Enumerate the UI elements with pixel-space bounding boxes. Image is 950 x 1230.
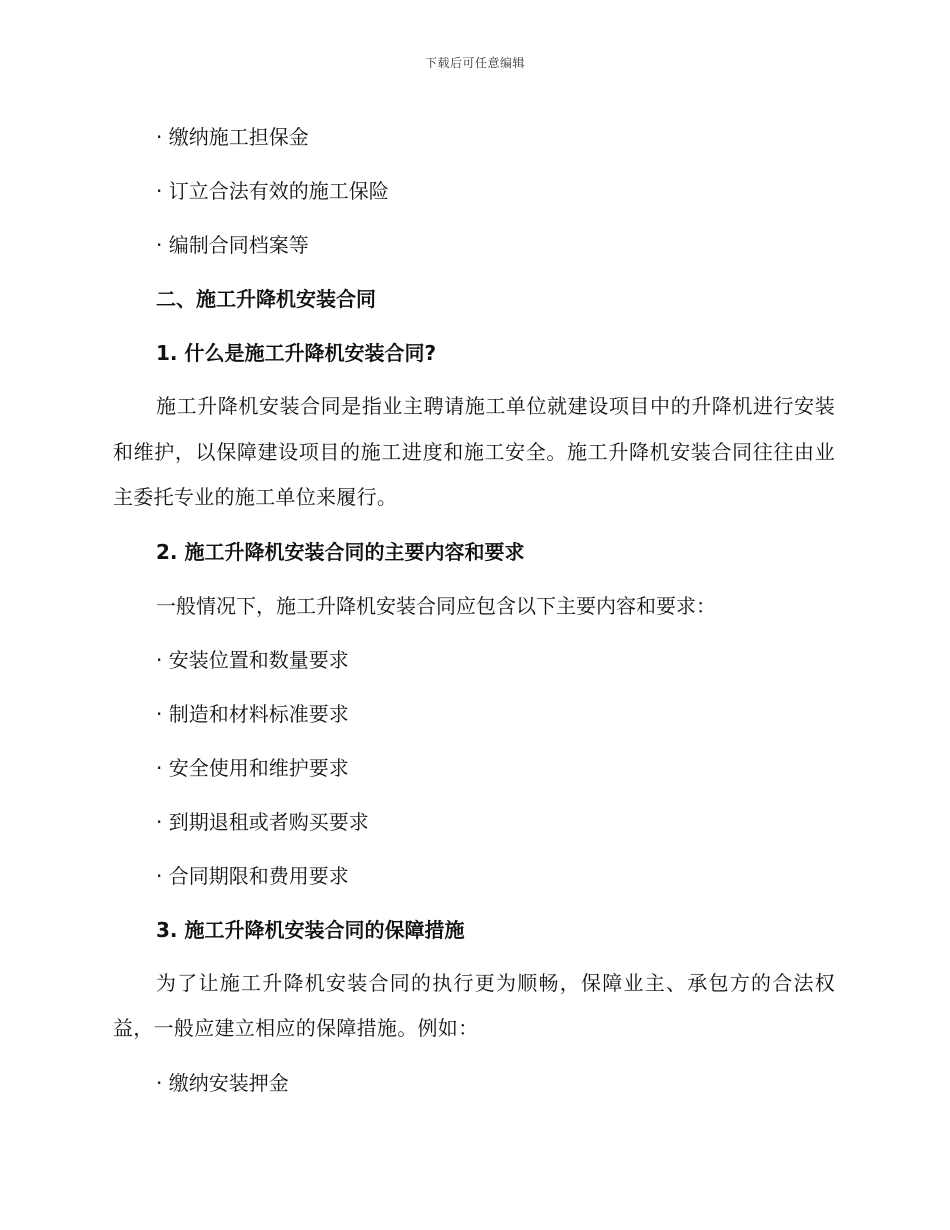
list-item: · 订立合法有效的施工保险 (156, 179, 389, 203)
list-item: · 安装位置和数量要求 (156, 647, 349, 672)
list-item: · 合同期限和费用要求 (156, 863, 349, 888)
list-item: · 到期退租或者购买要求 (156, 809, 369, 834)
list-item: · 缴纳安装押金 (156, 1070, 289, 1095)
list-item: · 制造和材料标准要求 (156, 701, 349, 726)
paragraph: 施工升降机安装合同是指业主聘请施工单位就建设项目中的升降机进行安装和维护，以保障建设项目的施工进度和施工安全。施工升降机安装合同往往由业主委托专业的施工单位来履行。 (113, 394, 835, 509)
list-item: · 安全使用和维护要求 (156, 755, 349, 780)
subsection-heading: 2. 施工升降机安装合同的主要内容和要求 (156, 539, 525, 564)
page-header: 下载后可任意编辑 (424, 56, 525, 70)
section-heading: 二、施工升降机安装合同 (156, 287, 376, 311)
list-item: · 缴纳施工担保金 (156, 125, 309, 149)
paragraph: 一般情况下，施工升降机安装合同应包含以下主要内容和要求： (156, 593, 716, 618)
paragraph: 为了让施工升降机安装合同的执行更为顺畅，保障业主、承包方的合法权益，一般应建立相应的保障措施。例如： (113, 970, 835, 1040)
document-body (113, 110, 835, 1110)
subsection-heading: 3. 施工升降机安装合同的保障措施 (156, 917, 465, 942)
list-item: · 编制合同档案等 (156, 233, 309, 257)
subsection-heading: 1. 什么是施工升降机安装合同? (156, 341, 437, 365)
